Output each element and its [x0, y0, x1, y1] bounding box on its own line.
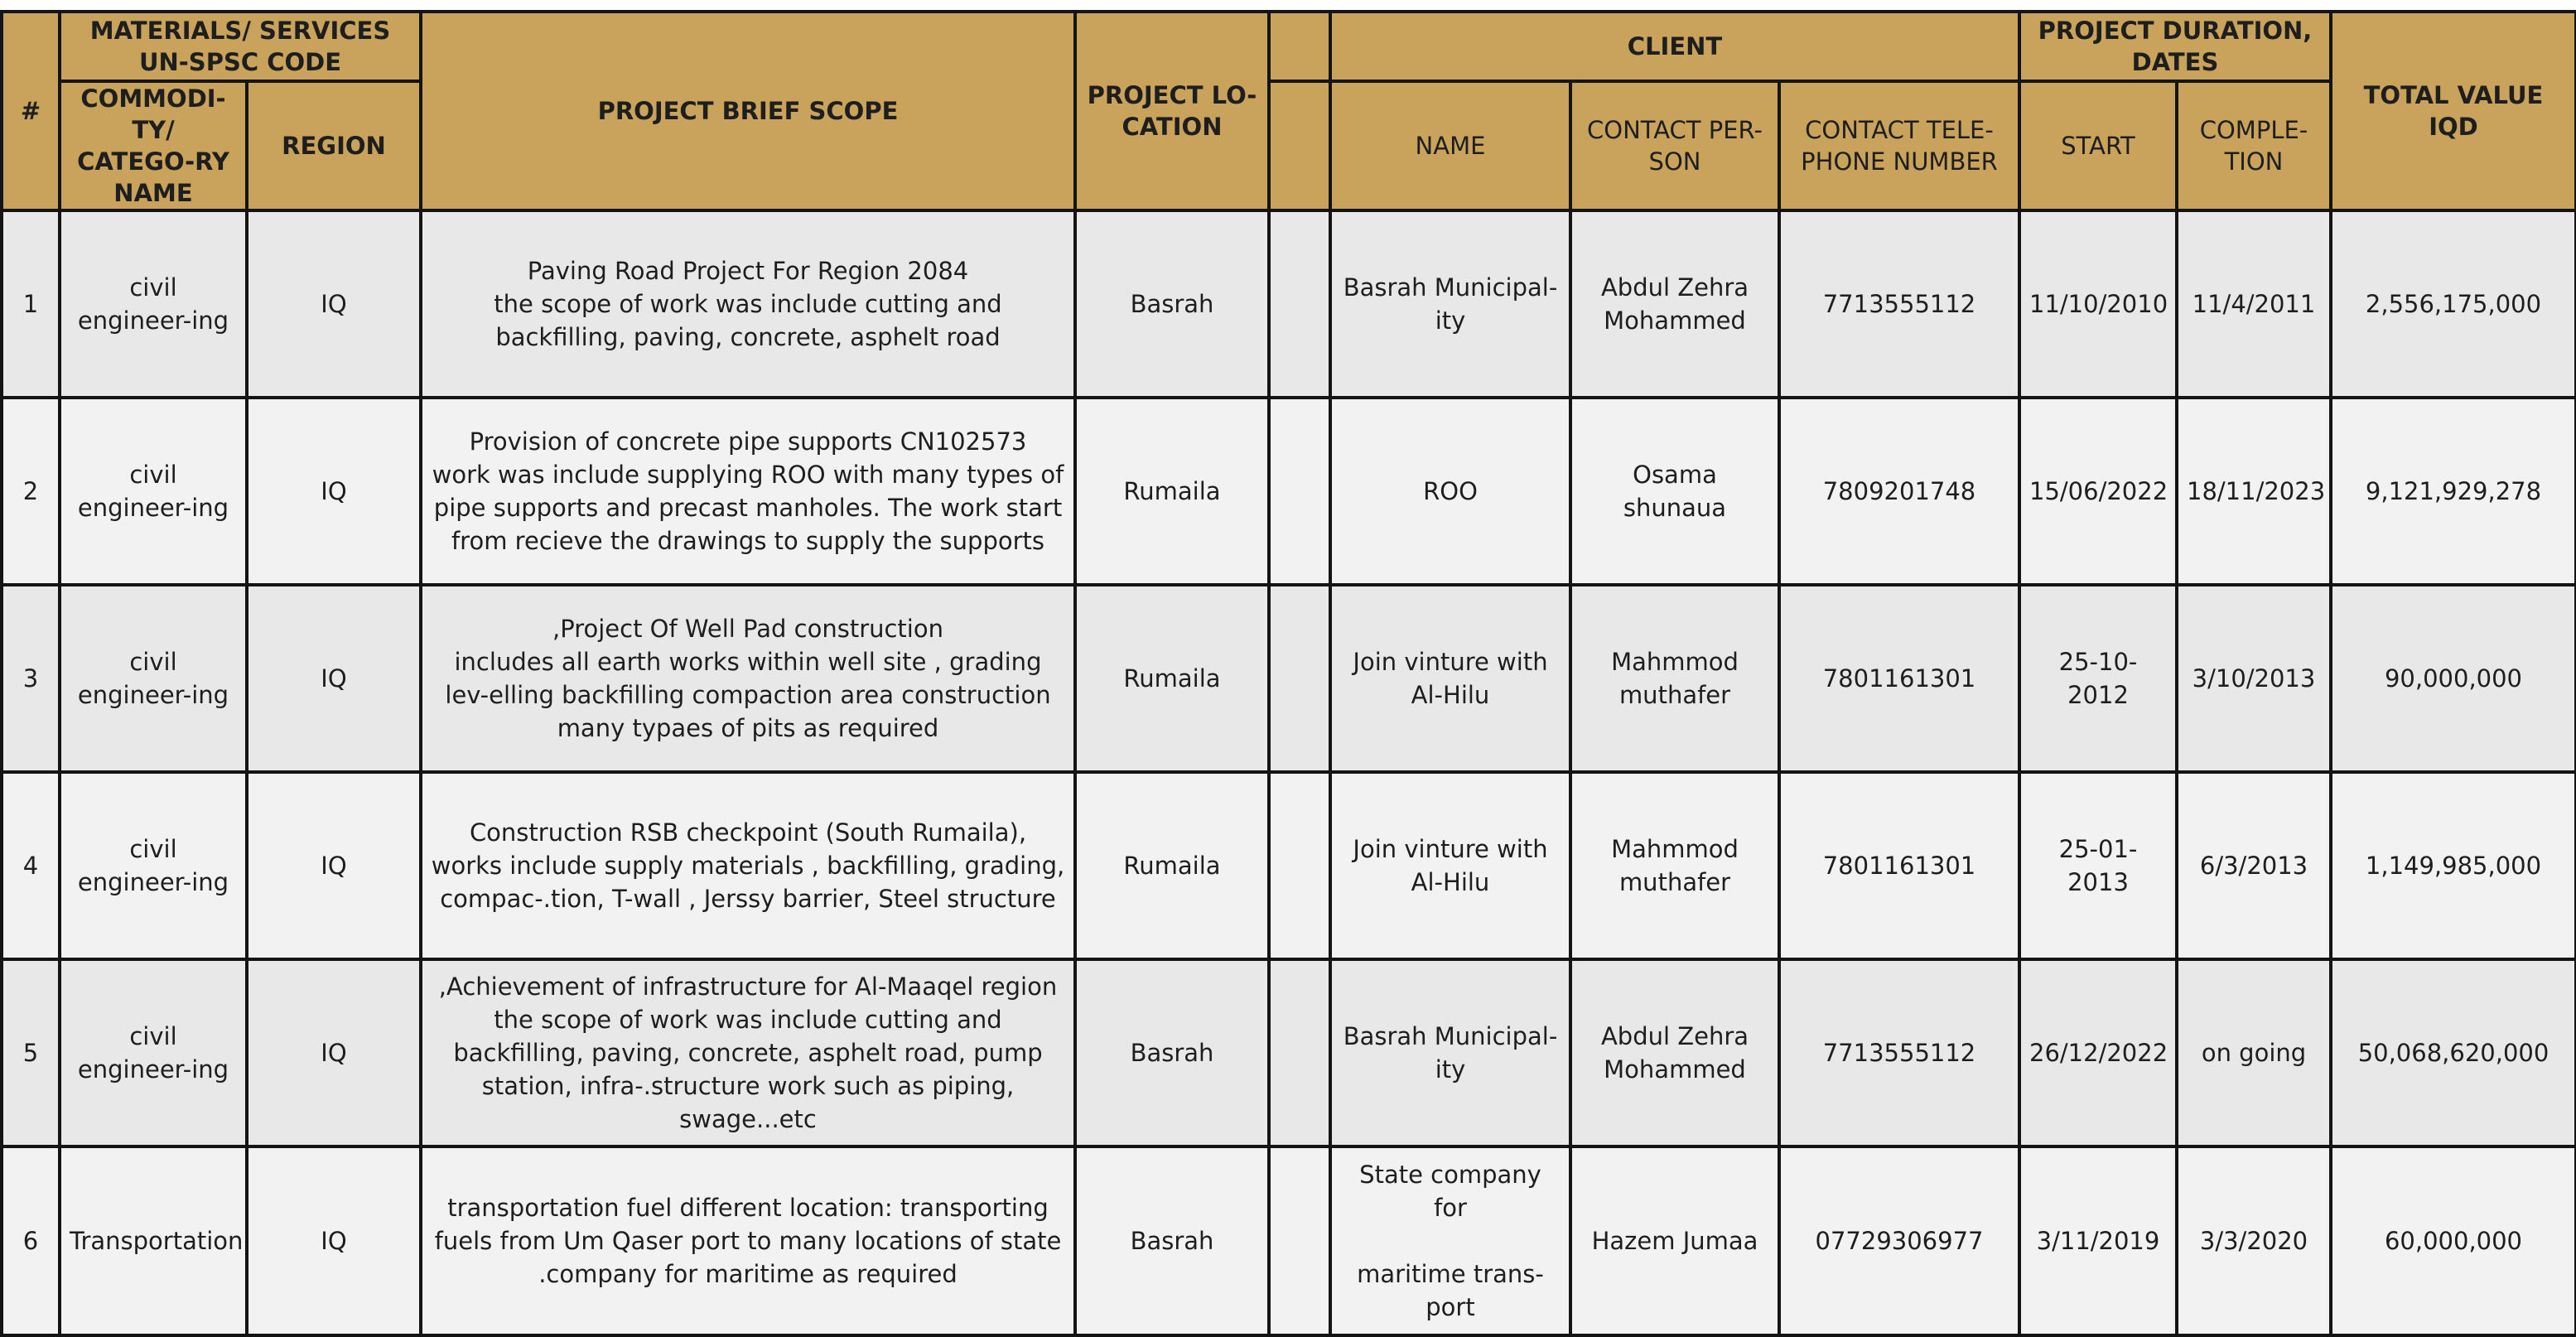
contact-person-cell: Mahmmod muthafer	[1570, 585, 1779, 772]
contact-person-cell: Mahmmod muthafer	[1570, 772, 1779, 959]
region-cell: IQ	[247, 210, 421, 398]
header-client-name: NAME	[1330, 81, 1570, 210]
start-date-cell: 11/10/2010	[2019, 210, 2177, 398]
contact-phone-cell: 7801161301	[1779, 772, 2019, 959]
scope-cell: Construction RSB checkpoint (South Rumaila), works include supply materials , backfilling, grading, compac-.tion, T-wall , Jerssy barrier, Steel structure	[421, 772, 1075, 959]
total-value-cell: 90,000,000	[2331, 585, 2576, 772]
scope-cell: transportation fuel different location: transporting fuels from Um Qaser port to many locations of state .company for maritime as required	[421, 1146, 1075, 1335]
row-number: 1	[2, 210, 60, 398]
region-cell: IQ	[247, 772, 421, 959]
table-row	[2, 210, 2576, 398]
client-name-cell: ROO	[1330, 398, 1570, 585]
contact-person-cell: Hazem Jumaa	[1570, 1146, 1779, 1335]
total-value-cell: 2,556,175,000	[2331, 210, 2576, 398]
location-cell: Basrah	[1075, 959, 1269, 1146]
table-header	[2, 12, 2576, 210]
spacer-cell	[1269, 210, 1330, 398]
completion-date-cell: 3/3/2020	[2177, 1146, 2331, 1335]
header-total-value: TOTAL VALUE IQD	[2331, 12, 2576, 210]
client-name-cell: Basrah Municipal-ity	[1330, 959, 1570, 1146]
location-cell: Rumaila	[1075, 585, 1269, 772]
header-duration-group: PROJECT DURATION, DATES	[2019, 12, 2331, 81]
region-cell: IQ	[247, 959, 421, 1146]
table-row	[2, 585, 2576, 772]
header-completion: COMPLE-TION	[2177, 81, 2331, 210]
table-body	[2, 210, 2576, 1335]
total-value-cell: 1,149,985,000	[2331, 772, 2576, 959]
scope-cell: Provision of concrete pipe supports CN102573 work was include supplying ROO with many types of pipe supports and precast manholes. The work start from recieve the drawings to supply the supports	[421, 398, 1075, 585]
location-cell: Rumaila	[1075, 772, 1269, 959]
table-row	[2, 772, 2576, 959]
header-materials-group: MATERIALS/ SERVICES UN-SPSC CODE	[60, 12, 421, 81]
scope-cell: ,Project Of Well Pad construction includes all earth works within well site , grading lev-elling backfilling compaction area construction many typaes of pits as required	[421, 585, 1075, 772]
header-location: PROJECT LO-CATION	[1075, 12, 1269, 210]
completion-date-cell: on going	[2177, 959, 2331, 1146]
total-value-cell: 9,121,929,278	[2331, 398, 2576, 585]
header-commodity: COMMODI-TY/ CATEGO-RY NAME	[60, 81, 247, 210]
header-start: START	[2019, 81, 2177, 210]
row-number: 4	[2, 772, 60, 959]
total-value-cell: 50,068,620,000	[2331, 959, 2576, 1146]
spacer-cell	[1269, 585, 1330, 772]
completion-date-cell: 6/3/2013	[2177, 772, 2331, 959]
scope-cell: ,Achievement of infrastructure for Al-Maaqel region the scope of work was include cutting and backfilling, paving, concrete, asphelt road, pump station, infra-.structure work such as piping, swage...etc	[421, 959, 1075, 1146]
spacer-cell	[1269, 1146, 1330, 1335]
header-index: #	[2, 12, 60, 210]
start-date-cell: 25-01-2013	[2019, 772, 2177, 959]
contact-person-cell: Abdul Zehra Mohammed	[1570, 210, 1779, 398]
spacer-cell	[1269, 772, 1330, 959]
start-date-cell: 25-10-2012	[2019, 585, 2177, 772]
contact-phone-cell: 07729306977	[1779, 1146, 2019, 1335]
header-spacer-bottom	[1269, 81, 1330, 210]
completion-date-cell: 11/4/2011	[2177, 210, 2331, 398]
location-cell: Basrah	[1075, 210, 1269, 398]
start-date-cell: 15/06/2022	[2019, 398, 2177, 585]
location-cell: Rumaila	[1075, 398, 1269, 585]
header-client-group: CLIENT	[1330, 12, 2019, 81]
header-contact-person: CONTACT PER-SON	[1570, 81, 1779, 210]
completion-date-cell: 3/10/2013	[2177, 585, 2331, 772]
total-value-cell: 60,000,000	[2331, 1146, 2576, 1335]
client-name-cell: Join vinture with Al-Hilu	[1330, 772, 1570, 959]
spacer-cell	[1269, 398, 1330, 585]
row-number: 6	[2, 1146, 60, 1335]
header-contact-phone: CONTACT TELE-PHONE NUMBER	[1779, 81, 2019, 210]
client-name-cell: Join vinture with Al-Hilu	[1330, 585, 1570, 772]
start-date-cell: 26/12/2022	[2019, 959, 2177, 1146]
scope-cell: Paving Road Project For Region 2084 the scope of work was include cutting and backfilling, paving, concrete, asphelt road	[421, 210, 1075, 398]
completion-date-cell: 18/11/2023	[2177, 398, 2331, 585]
table-row	[2, 1146, 2576, 1335]
contact-phone-cell: 7809201748	[1779, 398, 2019, 585]
start-date-cell: 3/11/2019	[2019, 1146, 2177, 1335]
projects-table	[0, 10, 2576, 1337]
commodity-cell: civil engineer-ing	[60, 398, 247, 585]
commodity-cell: civil engineer-ing	[60, 772, 247, 959]
region-cell: IQ	[247, 398, 421, 585]
header-region: REGION	[247, 81, 421, 210]
contact-person-cell: Abdul Zehra Mohammed	[1570, 959, 1779, 1146]
contact-phone-cell: 7801161301	[1779, 585, 2019, 772]
contact-person-cell: Osama shunaua	[1570, 398, 1779, 585]
client-name-cell: State company for maritime trans-port	[1330, 1146, 1570, 1335]
header-spacer-top	[1269, 12, 1330, 81]
row-number: 2	[2, 398, 60, 585]
commodity-cell: civil engineer-ing	[60, 959, 247, 1146]
client-name-cell: Basrah Municipal-ity	[1330, 210, 1570, 398]
region-cell: IQ	[247, 1146, 421, 1335]
commodity-cell: Transportation	[60, 1146, 247, 1335]
location-cell: Basrah	[1075, 1146, 1269, 1335]
row-number: 3	[2, 585, 60, 772]
contact-phone-cell: 7713555112	[1779, 210, 2019, 398]
region-cell: IQ	[247, 585, 421, 772]
contact-phone-cell: 7713555112	[1779, 959, 2019, 1146]
table-row	[2, 959, 2576, 1146]
header-scope: PROJECT BRIEF SCOPE	[421, 12, 1075, 210]
spacer-cell	[1269, 959, 1330, 1146]
commodity-cell: civil engineer-ing	[60, 585, 247, 772]
row-number: 5	[2, 959, 60, 1146]
commodity-cell: civil engineer-ing	[60, 210, 247, 398]
table-row	[2, 398, 2576, 585]
